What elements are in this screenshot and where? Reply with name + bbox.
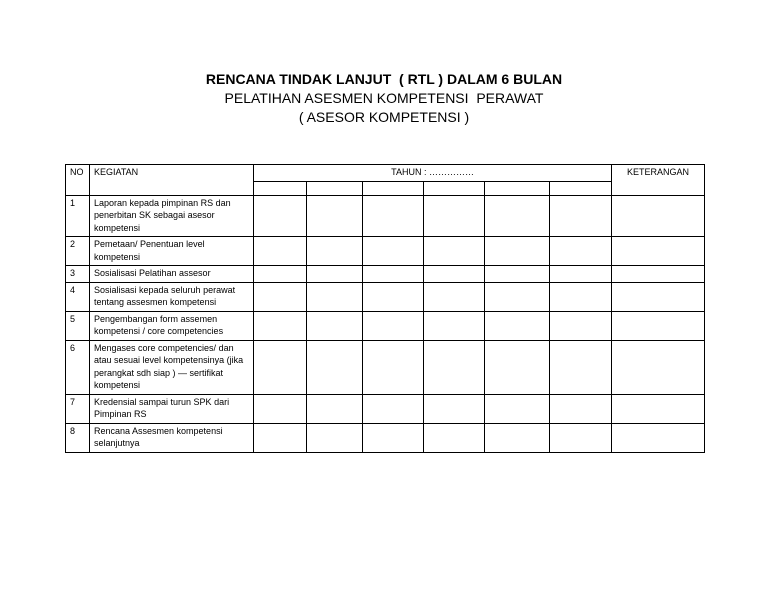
- month-cell-5[interactable]: [485, 394, 550, 423]
- row-number: 4: [66, 282, 90, 311]
- document-subtitle: PELATIHAN ASESMEN KOMPETENSI PERAWAT: [224, 90, 544, 106]
- keterangan-cell[interactable]: [612, 195, 705, 237]
- month-cell-6[interactable]: [550, 195, 612, 237]
- month-cell-5[interactable]: [485, 266, 550, 283]
- keterangan-cell[interactable]: [612, 394, 705, 423]
- table-row: [66, 237, 705, 266]
- month-cell-1[interactable]: [254, 266, 307, 283]
- month-cell-5[interactable]: [485, 423, 550, 452]
- table-row: [66, 340, 705, 394]
- row-number: 1: [66, 195, 90, 237]
- document-title: RENCANA TINDAK LANJUT ( RTL ) DALAM 6 BULAN: [205, 71, 563, 87]
- row-kegiatan: Mengases core competencies/ dan atau sesuai level kompetensinya (jika perangkat sdh siap ) — sertifikat kompetensi: [90, 340, 254, 394]
- month-cell-2[interactable]: [307, 423, 363, 452]
- month-column-5: [485, 181, 550, 195]
- document-title-block: [0, 70, 768, 127]
- month-cell-3[interactable]: [363, 237, 424, 266]
- month-cell-4[interactable]: [424, 237, 485, 266]
- month-cell-2[interactable]: [307, 282, 363, 311]
- month-cell-3[interactable]: [363, 394, 424, 423]
- month-column-3: [363, 181, 424, 195]
- table-row: [66, 394, 705, 423]
- month-cell-1[interactable]: [254, 423, 307, 452]
- month-cell-1[interactable]: [254, 237, 307, 266]
- row-kegiatan: Kredensial sampai turun SPK dari Pimpinan RS: [90, 394, 254, 423]
- month-cell-4[interactable]: [424, 195, 485, 237]
- month-cell-2[interactable]: [307, 394, 363, 423]
- month-cell-6[interactable]: [550, 266, 612, 283]
- row-number: 3: [66, 266, 90, 283]
- keterangan-cell[interactable]: [612, 311, 705, 340]
- month-cell-4[interactable]: [424, 311, 485, 340]
- table-row: [66, 311, 705, 340]
- header-kegiatan: KEGIATAN: [90, 165, 254, 196]
- table-row: [66, 423, 705, 452]
- keterangan-cell[interactable]: [612, 423, 705, 452]
- month-cell-4[interactable]: [424, 394, 485, 423]
- header-tahun: TAHUN : ……………: [254, 165, 612, 182]
- month-cell-2[interactable]: [307, 340, 363, 394]
- month-column-1: [254, 181, 307, 195]
- keterangan-cell[interactable]: [612, 266, 705, 283]
- month-cell-2[interactable]: [307, 195, 363, 237]
- month-cell-6[interactable]: [550, 311, 612, 340]
- month-cell-3[interactable]: [363, 282, 424, 311]
- month-cell-6[interactable]: [550, 394, 612, 423]
- month-cell-6[interactable]: [550, 340, 612, 394]
- month-cell-5[interactable]: [485, 311, 550, 340]
- table-header-row: [66, 165, 705, 182]
- month-cell-6[interactable]: [550, 423, 612, 452]
- month-cell-1[interactable]: [254, 394, 307, 423]
- month-cell-4[interactable]: [424, 266, 485, 283]
- row-kegiatan: Laporan kepada pimpinan RS dan penerbitan SK sebagai asesor kompetensi: [90, 195, 254, 237]
- row-kegiatan: Rencana Assesmen kompetensi selanjutnya: [90, 423, 254, 452]
- month-cell-3[interactable]: [363, 195, 424, 237]
- header-no: NO: [66, 165, 90, 196]
- month-cell-3[interactable]: [363, 266, 424, 283]
- month-cell-1[interactable]: [254, 195, 307, 237]
- table-row: [66, 266, 705, 283]
- month-cell-1[interactable]: [254, 311, 307, 340]
- month-column-6: [550, 181, 612, 195]
- row-kegiatan: Sosialisasi Pelatihan assesor: [90, 266, 254, 283]
- month-cell-6[interactable]: [550, 282, 612, 311]
- month-cell-2[interactable]: [307, 237, 363, 266]
- month-cell-4[interactable]: [424, 423, 485, 452]
- month-cell-1[interactable]: [254, 340, 307, 394]
- month-cell-4[interactable]: [424, 340, 485, 394]
- month-cell-1[interactable]: [254, 282, 307, 311]
- document-subtitle-2: ( ASESOR KOMPETENSI ): [298, 109, 470, 125]
- month-cell-5[interactable]: [485, 340, 550, 394]
- table-row: [66, 282, 705, 311]
- month-cell-5[interactable]: [485, 282, 550, 311]
- month-cell-3[interactable]: [363, 311, 424, 340]
- keterangan-cell[interactable]: [612, 340, 705, 394]
- keterangan-cell[interactable]: [612, 282, 705, 311]
- month-cell-5[interactable]: [485, 195, 550, 237]
- row-kegiatan: Pemetaan/ Penentuan level kompetensi: [90, 237, 254, 266]
- row-number: 6: [66, 340, 90, 394]
- month-cell-5[interactable]: [485, 237, 550, 266]
- month-cell-2[interactable]: [307, 311, 363, 340]
- row-number: 8: [66, 423, 90, 452]
- month-cell-2[interactable]: [307, 266, 363, 283]
- row-kegiatan: Sosialisasi kepada seluruh perawat tentang assesmen kompetensi: [90, 282, 254, 311]
- row-number: 2: [66, 237, 90, 266]
- month-cell-4[interactable]: [424, 282, 485, 311]
- row-kegiatan: Pengembangan form assemen kompetensi / core competencies: [90, 311, 254, 340]
- month-column-2: [307, 181, 363, 195]
- header-keterangan: KETERANGAN: [612, 165, 705, 196]
- row-number: 7: [66, 394, 90, 423]
- table-row: [66, 195, 705, 237]
- row-number: 5: [66, 311, 90, 340]
- month-cell-3[interactable]: [363, 340, 424, 394]
- month-cell-6[interactable]: [550, 237, 612, 266]
- month-column-4: [424, 181, 485, 195]
- rtl-table: [65, 164, 705, 453]
- keterangan-cell[interactable]: [612, 237, 705, 266]
- month-cell-3[interactable]: [363, 423, 424, 452]
